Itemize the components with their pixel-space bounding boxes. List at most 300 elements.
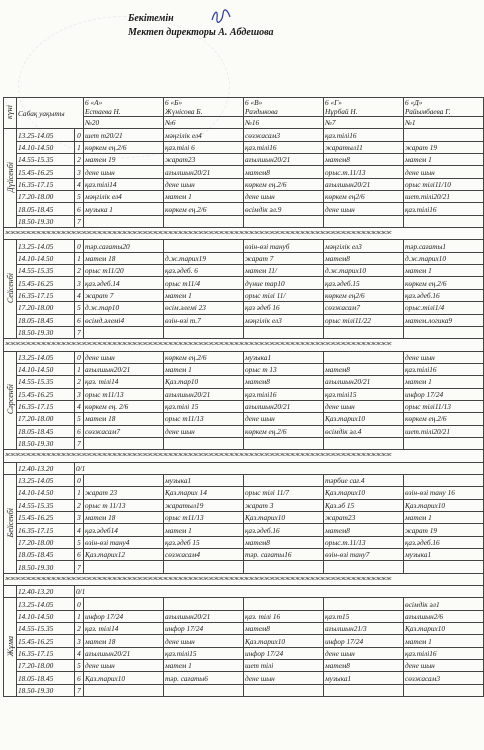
lesson-number: 2: [75, 499, 84, 511]
subject-cell: инфор 17/24: [84, 610, 164, 622]
subject-cell: матем8: [324, 660, 404, 672]
subject-cell: музыка1: [404, 549, 484, 561]
subject-cell: матем 1: [164, 289, 244, 301]
subject-cell: Қаз.тарих10: [244, 635, 324, 647]
subject-cell: [84, 326, 164, 338]
subject-cell: көркем ең.2/6: [244, 178, 324, 190]
subject-cell: орыс.тілі1/4: [404, 302, 484, 314]
approval-block: [128, 12, 274, 40]
subject-cell: инфор 17/24: [164, 623, 244, 635]
class-room: №1: [404, 117, 484, 129]
subject-cell: көркем ең.2/6: [164, 351, 244, 363]
subject-cell: Қаз.тарих10: [84, 672, 164, 684]
lesson-number: 1: [75, 141, 84, 153]
subject-cell: [244, 215, 324, 227]
class-header: 6 «Б» Жүнісова Б.: [164, 98, 244, 117]
subject-cell: музыка 1: [84, 203, 164, 215]
subject-cell: [84, 474, 164, 486]
class-header: 6 «Д» Райымбаева Г.: [404, 98, 484, 117]
lesson-time: 16.35-17.15: [17, 289, 75, 301]
subject-cell: [84, 684, 164, 696]
subject-cell: [404, 129, 484, 141]
lesson-number: 4: [75, 524, 84, 536]
lesson-time: 18.05-18.45: [17, 672, 75, 684]
subject-cell: орыс т11/13: [84, 388, 164, 400]
separator-row: [4, 573, 484, 585]
subject-cell: дене шын: [84, 660, 164, 672]
subject-cell: орыс тілі11/10: [404, 178, 484, 190]
lesson-row: [4, 129, 484, 141]
subject-cell: қаз.тілі 15: [164, 400, 244, 412]
subject-cell: матем8: [244, 166, 324, 178]
subject-cell: қаз.тілі15: [164, 647, 244, 659]
lesson-time: 15.45-16.25: [17, 277, 75, 289]
lesson-row: [4, 499, 484, 511]
subject-cell: көркем ең.2/6: [164, 203, 244, 215]
lesson-time: 15.45-16.25: [17, 512, 75, 524]
lesson-number: 3: [75, 635, 84, 647]
subject-cell: дене шын: [164, 635, 244, 647]
subject-cell: инфор 17/24: [324, 635, 404, 647]
approval-title: Бекітемін: [128, 13, 174, 24]
subject-cell: қаз.әдеб.16: [404, 536, 484, 548]
subject-cell: [84, 598, 164, 610]
subject-cell: матем 1: [404, 376, 484, 388]
lesson-number: 0/1: [75, 586, 484, 598]
subject-cell: д.ж.тарих10: [324, 265, 404, 277]
lesson-row: [4, 561, 484, 573]
subject-cell: [84, 215, 164, 227]
subject-cell: ағылшын2/6: [404, 610, 484, 622]
subject-cell: өзін-өзі тануб: [244, 240, 324, 252]
lesson-time: 13.25-14.05: [17, 129, 75, 141]
subject-cell: Қаз.тарих10: [244, 512, 324, 524]
subject-cell: көркем ең.2/6: [244, 425, 324, 437]
lesson-row: [4, 351, 484, 363]
lesson-time: 17.20-18.00: [17, 302, 75, 314]
subject-cell: көркем ең.2/6: [404, 413, 484, 425]
subject-cell: матем8: [324, 252, 404, 264]
lesson-time: 14.55-15.35: [17, 623, 75, 635]
class-header: 6 «В» Раздыкова: [244, 98, 324, 117]
lesson-row: [4, 314, 484, 326]
lesson-time: 18.50-19.30: [17, 437, 75, 449]
lesson-row: [4, 376, 484, 388]
lesson-number: 6: [75, 425, 84, 437]
subject-cell: [244, 326, 324, 338]
lesson-row: [4, 252, 484, 264]
lesson-number: 3: [75, 166, 84, 178]
lesson-time: 13.25-14.05: [17, 351, 75, 363]
lesson-time: 16.35-17.15: [17, 178, 75, 190]
subject-cell: орыс т11/13: [164, 512, 244, 524]
subject-cell: [164, 561, 244, 573]
lesson-row: [4, 549, 484, 561]
subject-cell: шет.тілі20/21: [404, 425, 484, 437]
lesson-time: 18.50-19.30: [17, 561, 75, 573]
subject-cell: матем8: [244, 623, 324, 635]
subject-cell: өзін-өзі тану4: [84, 536, 164, 548]
lesson-time: 17.20-18.00: [17, 536, 75, 548]
lesson-number: 2: [75, 265, 84, 277]
lesson-row: [4, 277, 484, 289]
subject-cell: матем 1: [404, 635, 484, 647]
lesson-number: 2: [75, 376, 84, 388]
subject-cell: матем 1: [164, 524, 244, 536]
subject-cell: мәңгілік ел3: [324, 240, 404, 252]
lesson-time: 14.10-14.50: [17, 610, 75, 622]
subject-cell: [164, 240, 244, 252]
subject-cell: матем 18: [84, 413, 164, 425]
subject-cell: [84, 561, 164, 573]
class-header: 6 «А» Естаева Н.: [84, 98, 164, 117]
subject-cell: матем8: [244, 376, 324, 388]
lesson-number: 4: [75, 289, 84, 301]
day-gap: [4, 586, 17, 598]
subject-cell: көркем ең.2/6: [404, 277, 484, 289]
lesson-time: 15.45-16.25: [17, 635, 75, 647]
subject-cell: [324, 598, 404, 610]
lesson-time: 14.55-15.35: [17, 376, 75, 388]
subject-cell: қаз.тілі16: [404, 647, 484, 659]
lesson-number: 6: [75, 549, 84, 561]
lesson-number: 1: [75, 363, 84, 375]
subject-cell: қаз. тілі14: [84, 376, 164, 388]
subject-cell: [404, 437, 484, 449]
subject-cell: мәңгілік ел3: [244, 314, 324, 326]
subject-cell: көркем ең2/6: [324, 289, 404, 301]
subject-cell: орыс тілі 11/: [244, 289, 324, 301]
lesson-number: 4: [75, 178, 84, 190]
lesson-row: [4, 672, 484, 684]
subject-cell: қаз.тілі14: [84, 178, 164, 190]
lesson-time: 14.55-15.35: [17, 265, 75, 277]
subject-cell: [244, 474, 324, 486]
lesson-row: [4, 388, 484, 400]
lesson-number: 0: [75, 598, 84, 610]
subject-cell: жарат 23: [84, 487, 164, 499]
subject-cell: музыка1: [244, 351, 324, 363]
signature-icon: [210, 8, 232, 24]
lesson-row: [4, 265, 484, 277]
class-room: №16: [244, 117, 324, 129]
subject-cell: дене шын: [84, 166, 164, 178]
subject-cell: сөзжасам4: [164, 549, 244, 561]
lesson-number: 3: [75, 277, 84, 289]
lesson-row: [4, 635, 484, 647]
subject-cell: д.ж.тар10: [84, 302, 164, 314]
lesson-row: [4, 166, 484, 178]
lesson-number: 7: [75, 561, 84, 573]
subject-cell: [164, 598, 244, 610]
day-name-cell: [4, 240, 17, 339]
lesson-time: 16.35-17.15: [17, 400, 75, 412]
separator-row: [4, 339, 484, 351]
subject-cell: өсімдік әл.4: [324, 425, 404, 437]
day-gap: [4, 462, 17, 474]
lesson-number: 1: [75, 252, 84, 264]
lesson-number: 0: [75, 129, 84, 141]
day-name: Бейсенбі: [5, 508, 15, 538]
lesson-row: [4, 400, 484, 412]
subject-cell: қаз.әдеб 15: [164, 536, 244, 548]
subject-cell: сөзжасам3: [404, 672, 484, 684]
class-room: №20: [84, 117, 164, 129]
lesson-time: 18.05-18.45: [17, 314, 75, 326]
subject-cell: өзін-өзі т.7: [164, 314, 244, 326]
subject-cell: матем8: [324, 524, 404, 536]
lesson-time: 14.55-15.35: [17, 154, 75, 166]
subject-cell: [164, 684, 244, 696]
subject-cell: көркем ең.2/6: [84, 141, 164, 153]
subject-cell: матем 1: [404, 154, 484, 166]
subject-cell: орыс т11/13: [164, 413, 244, 425]
subject-cell: тәр.сағаты20: [84, 240, 164, 252]
separator-row: [4, 228, 484, 240]
subject-cell: инфор 17/24: [404, 388, 484, 400]
class-header: 6 «Г» Нұрбай Н.: [324, 98, 404, 117]
subject-cell: қаз.тілі16: [404, 363, 484, 375]
subject-cell: [164, 437, 244, 449]
day-name: Дүйсенбі: [5, 162, 15, 193]
lesson-row: [4, 191, 484, 203]
subject-cell: матем 18: [84, 252, 164, 264]
lesson-number: 5: [75, 191, 84, 203]
subject-cell: ағылшын20/21: [244, 154, 324, 166]
subject-cell: қаз.тілі16: [244, 388, 324, 400]
subject-cell: музыка1: [164, 474, 244, 486]
subject-cell: қаз.әдеб14: [84, 524, 164, 536]
subject-cell: ағылшын20/21: [324, 376, 404, 388]
lesson-time: 12.40-13.20: [17, 462, 75, 474]
subject-cell: матем 18: [84, 635, 164, 647]
subject-cell: матем8: [244, 536, 324, 548]
subject-cell: шет.тілі20/21: [404, 191, 484, 203]
subject-cell: матем 1: [404, 512, 484, 524]
subject-cell: [164, 215, 244, 227]
class-room: №6: [164, 117, 244, 129]
subject-cell: дене шын: [324, 400, 404, 412]
subject-cell: орыс тілі11/13: [404, 400, 484, 412]
subject-cell: матем 19: [84, 154, 164, 166]
subject-cell: жарат23: [324, 512, 404, 524]
subject-cell: өсімд.әлемі4: [84, 314, 164, 326]
subject-cell: дене шын: [324, 647, 404, 659]
subject-cell: қаз.әдеб.16: [244, 524, 324, 536]
subject-cell: қаз.т15: [324, 610, 404, 622]
subject-cell: Қаз.тар10: [164, 376, 244, 388]
subject-cell: жарат 7: [244, 252, 324, 264]
day-name-cell: [4, 351, 17, 450]
lesson-row: [4, 610, 484, 622]
day-name: Сәрсенбі: [5, 384, 15, 415]
lesson-row: [4, 154, 484, 166]
subject-cell: д.ж.тарих19: [164, 252, 244, 264]
lesson-number: 7: [75, 684, 84, 696]
subject-cell: өсімдік әл1: [404, 598, 484, 610]
lesson-time: 18.05-18.45: [17, 425, 75, 437]
subject-cell: қаз.әдеб.16: [404, 289, 484, 301]
subject-cell: [324, 437, 404, 449]
lesson-number: 1: [75, 487, 84, 499]
subject-cell: жарат23: [164, 154, 244, 166]
separator-row: [4, 450, 484, 462]
lesson-number: 7: [75, 215, 84, 227]
subject-cell: Қаз.тарих10: [324, 487, 404, 499]
day-name-cell: [4, 129, 17, 228]
subject-cell: мәңгілік ел4: [84, 191, 164, 203]
subject-cell: сөзжасам7: [324, 302, 404, 314]
subject-cell: дене шын: [244, 413, 324, 425]
subject-cell: дене шын: [164, 178, 244, 190]
subject-cell: сөзжасам7: [84, 425, 164, 437]
lesson-time: 18.05-18.45: [17, 203, 75, 215]
subject-cell: тәр. сағаты6: [164, 672, 244, 684]
lesson-time: 18.05-18.45: [17, 549, 75, 561]
subject-cell: өсім.әлемі 23: [164, 302, 244, 314]
subject-cell: шет т20/21: [84, 129, 164, 141]
lesson-row: [4, 524, 484, 536]
lesson-row: [4, 425, 484, 437]
subject-cell: [164, 326, 244, 338]
subject-cell: Қаз.тарих10: [404, 499, 484, 511]
lesson-time: 18.50-19.30: [17, 326, 75, 338]
time-header: Сабақ уақыты: [17, 98, 84, 129]
day-name: Сейсенбі: [5, 273, 15, 304]
subject-cell: [244, 561, 324, 573]
day-header: күні: [4, 98, 17, 129]
subject-cell: дене шын: [244, 191, 324, 203]
subject-cell: орыс тілі11/22: [324, 314, 404, 326]
subject-cell: [244, 437, 324, 449]
lesson-number: 6: [75, 203, 84, 215]
lesson-time: 18.50-19.30: [17, 215, 75, 227]
subject-cell: тәр. сағаты16: [244, 549, 324, 561]
schedule-table: [3, 97, 484, 697]
lesson-number: 0/1: [75, 462, 484, 474]
lesson-row: [4, 647, 484, 659]
lesson-time: 14.55-15.35: [17, 499, 75, 511]
subject-cell: матем8: [324, 363, 404, 375]
lesson-row: [4, 598, 484, 610]
lesson-row: [4, 660, 484, 672]
subject-cell: орыс т 13: [244, 363, 324, 375]
lesson-time: 15.45-16.25: [17, 388, 75, 400]
subject-cell: орыс т11/4: [164, 277, 244, 289]
subject-cell: жаратыл11: [324, 141, 404, 153]
lesson-row: [4, 536, 484, 548]
subject-cell: Қаз.тарих10: [404, 623, 484, 635]
lesson-number: 7: [75, 326, 84, 338]
lesson-number: 0: [75, 240, 84, 252]
subject-cell: ағылшын21/3: [324, 623, 404, 635]
subject-cell: [324, 326, 404, 338]
subject-cell: қаз.тілі16: [324, 129, 404, 141]
lesson-row: [4, 363, 484, 375]
lesson-row: [4, 203, 484, 215]
subject-cell: [404, 684, 484, 696]
lesson-number: 5: [75, 660, 84, 672]
subject-cell: матем 11/: [244, 265, 324, 277]
subject-cell: [324, 351, 404, 363]
subject-cell: жаратыл19: [164, 499, 244, 511]
subject-cell: [324, 684, 404, 696]
subject-cell: дене шын: [404, 660, 484, 672]
subject-cell: Қаз.тарих12: [84, 549, 164, 561]
pre-lesson-row: [4, 586, 484, 598]
subject-cell: дене шын: [404, 166, 484, 178]
subject-cell: қаз.әдеб. 6: [164, 265, 244, 277]
subject-cell: қаз. тілі 16: [244, 610, 324, 622]
subject-cell: қаз.тілі15: [324, 388, 404, 400]
separator-line: жжжжжжжжжжжжжжжжжжжжжжжжжжжжжжжжжжжжжжжжжжжжжжжжжжжжжжжжжжжжжжжжжжжжжжжжжжжж: [4, 228, 484, 240]
subject-cell: дене шын: [324, 203, 404, 215]
separator-line: жжжжжжжжжжжжжжжжжжжжжжжжжжжжжжжжжжжжжжжжжжжжжжжжжжжжжжжжжжжжжжжжжжжжжжжжжжжж: [4, 573, 484, 585]
lesson-time: 13.25-14.05: [17, 240, 75, 252]
subject-cell: тәр.сағаты1: [404, 240, 484, 252]
lesson-number: 4: [75, 647, 84, 659]
subject-cell: сөзжасам3: [244, 129, 324, 141]
subject-cell: қаз.тілі 6: [164, 141, 244, 153]
lesson-row: [4, 141, 484, 153]
lesson-row: [4, 178, 484, 190]
subject-cell: тәрбие сағ.4: [324, 474, 404, 486]
day-name-cell: [4, 474, 17, 573]
lesson-time: 14.10-14.50: [17, 141, 75, 153]
subject-cell: [404, 326, 484, 338]
lesson-time: 12.40-13.20: [17, 586, 75, 598]
subject-cell: матем 18: [84, 512, 164, 524]
lesson-time: 13.25-14.05: [17, 474, 75, 486]
subject-cell: жарат 7: [84, 289, 164, 301]
subject-cell: көркем ең2/6: [324, 191, 404, 203]
lesson-number: 4: [75, 400, 84, 412]
lesson-row: [4, 512, 484, 524]
lesson-number: 7: [75, 437, 84, 449]
lesson-row: [4, 623, 484, 635]
subject-cell: қаз әдеб 16: [244, 302, 324, 314]
lesson-number: 0: [75, 351, 84, 363]
lesson-time: 14.10-14.50: [17, 252, 75, 264]
lesson-row: [4, 487, 484, 499]
subject-cell: көркем ең. 2/6: [84, 400, 164, 412]
lesson-time: 15.45-16.25: [17, 166, 75, 178]
lesson-row: [4, 437, 484, 449]
subject-cell: орыс т11/20: [84, 265, 164, 277]
lesson-row: [4, 326, 484, 338]
subject-cell: матем.логика9: [404, 314, 484, 326]
subject-cell: жарат 19: [404, 524, 484, 536]
day-name: Жұма: [5, 636, 15, 657]
subject-cell: [324, 215, 404, 227]
subject-cell: [84, 437, 164, 449]
lesson-time: 17.20-18.00: [17, 191, 75, 203]
day-name-cell: [4, 598, 17, 697]
subject-cell: қаз.әдеб.15: [324, 277, 404, 289]
lesson-number: 0: [75, 474, 84, 486]
class-room: №7: [324, 117, 404, 129]
subject-cell: орыс.т.11/13: [324, 166, 404, 178]
subject-cell: қаз.әдеб.14: [84, 277, 164, 289]
lesson-row: [4, 474, 484, 486]
subject-cell: өсімдік әл.9: [244, 203, 324, 215]
subject-cell: жарат 3: [244, 499, 324, 511]
lesson-number: 6: [75, 314, 84, 326]
subject-cell: дүние тар10: [244, 277, 324, 289]
lesson-time: 14.10-14.50: [17, 487, 75, 499]
subject-cell: д.ж.тарих10: [404, 252, 484, 264]
subject-cell: дене шын: [244, 672, 324, 684]
